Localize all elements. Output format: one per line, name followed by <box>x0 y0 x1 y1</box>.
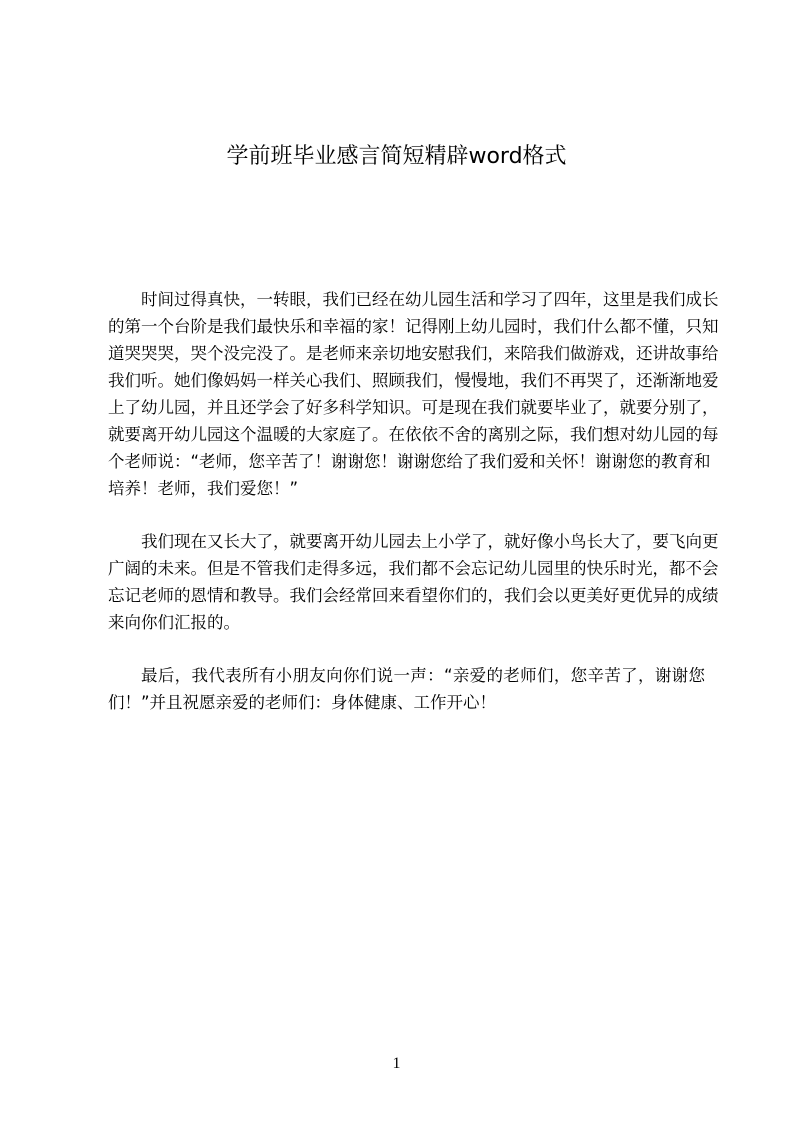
text-line: 们！”并且祝愿亲爱的老师们：身体健康、工作开心！ <box>108 693 497 712</box>
text-line: 忘记老师的恩情和教导。我们会经常回来看望你们的，我们会以更美好更优异的成绩 <box>108 586 719 605</box>
text-line: 时间过得真快，一转眼，我们已经在幼儿园生活和学习了四年，这里是我们成长 <box>141 290 719 309</box>
paragraph-1 <box>108 286 719 502</box>
text-line: 个老师说：“老师，您辛苦了！谢谢您！谢谢您给了我们爱和关怀！谢谢您的教育和 <box>108 452 711 471</box>
page-number: 1 <box>392 1055 401 1072</box>
text-line: 我们现在又长大了，就要离开幼儿园去上小学了，就好像小鸟长大了，要飞向更 <box>141 532 719 551</box>
text-line: 来向你们汇报的。 <box>108 613 240 632</box>
text-line: 道哭哭哭，哭个没完没了。是老师来亲切地安慰我们，来陪我们做游戏，还讲故事给 <box>108 344 719 363</box>
text-line: 广阔的未来。但是不管我们走得多远，我们都不会忘记幼儿园里的快乐时光，都不会 <box>108 559 719 578</box>
paragraph-2 <box>108 528 719 636</box>
text-line: 上了幼儿园，并且还学会了好多科学知识。可是现在我们就要毕业了，就要分别了， <box>108 398 719 417</box>
text-line: 最后，我代表所有小朋友向你们说一声：“亲爱的老师们，您辛苦了，谢谢您 <box>141 666 705 685</box>
paragraph-3 <box>108 662 705 716</box>
text-line: 就要离开幼儿园这个温暖的大家庭了。在依依不舍的离别之际，我们想对幼儿园的每 <box>108 425 719 444</box>
document-title: 学前班毕业感言简短精辟word格式 <box>226 144 567 169</box>
text-line: 我们听。她们像妈妈一样关心我们、照顾我们，慢慢地，我们不再哭了，还渐渐地爱 <box>108 371 719 390</box>
text-line: 的第一个台阶是我们最快乐和幸福的家！记得刚上幼儿园时，我们什么都不懂，只知 <box>108 317 719 336</box>
text-line: 培养！老师，我们爱您！” <box>108 479 299 498</box>
